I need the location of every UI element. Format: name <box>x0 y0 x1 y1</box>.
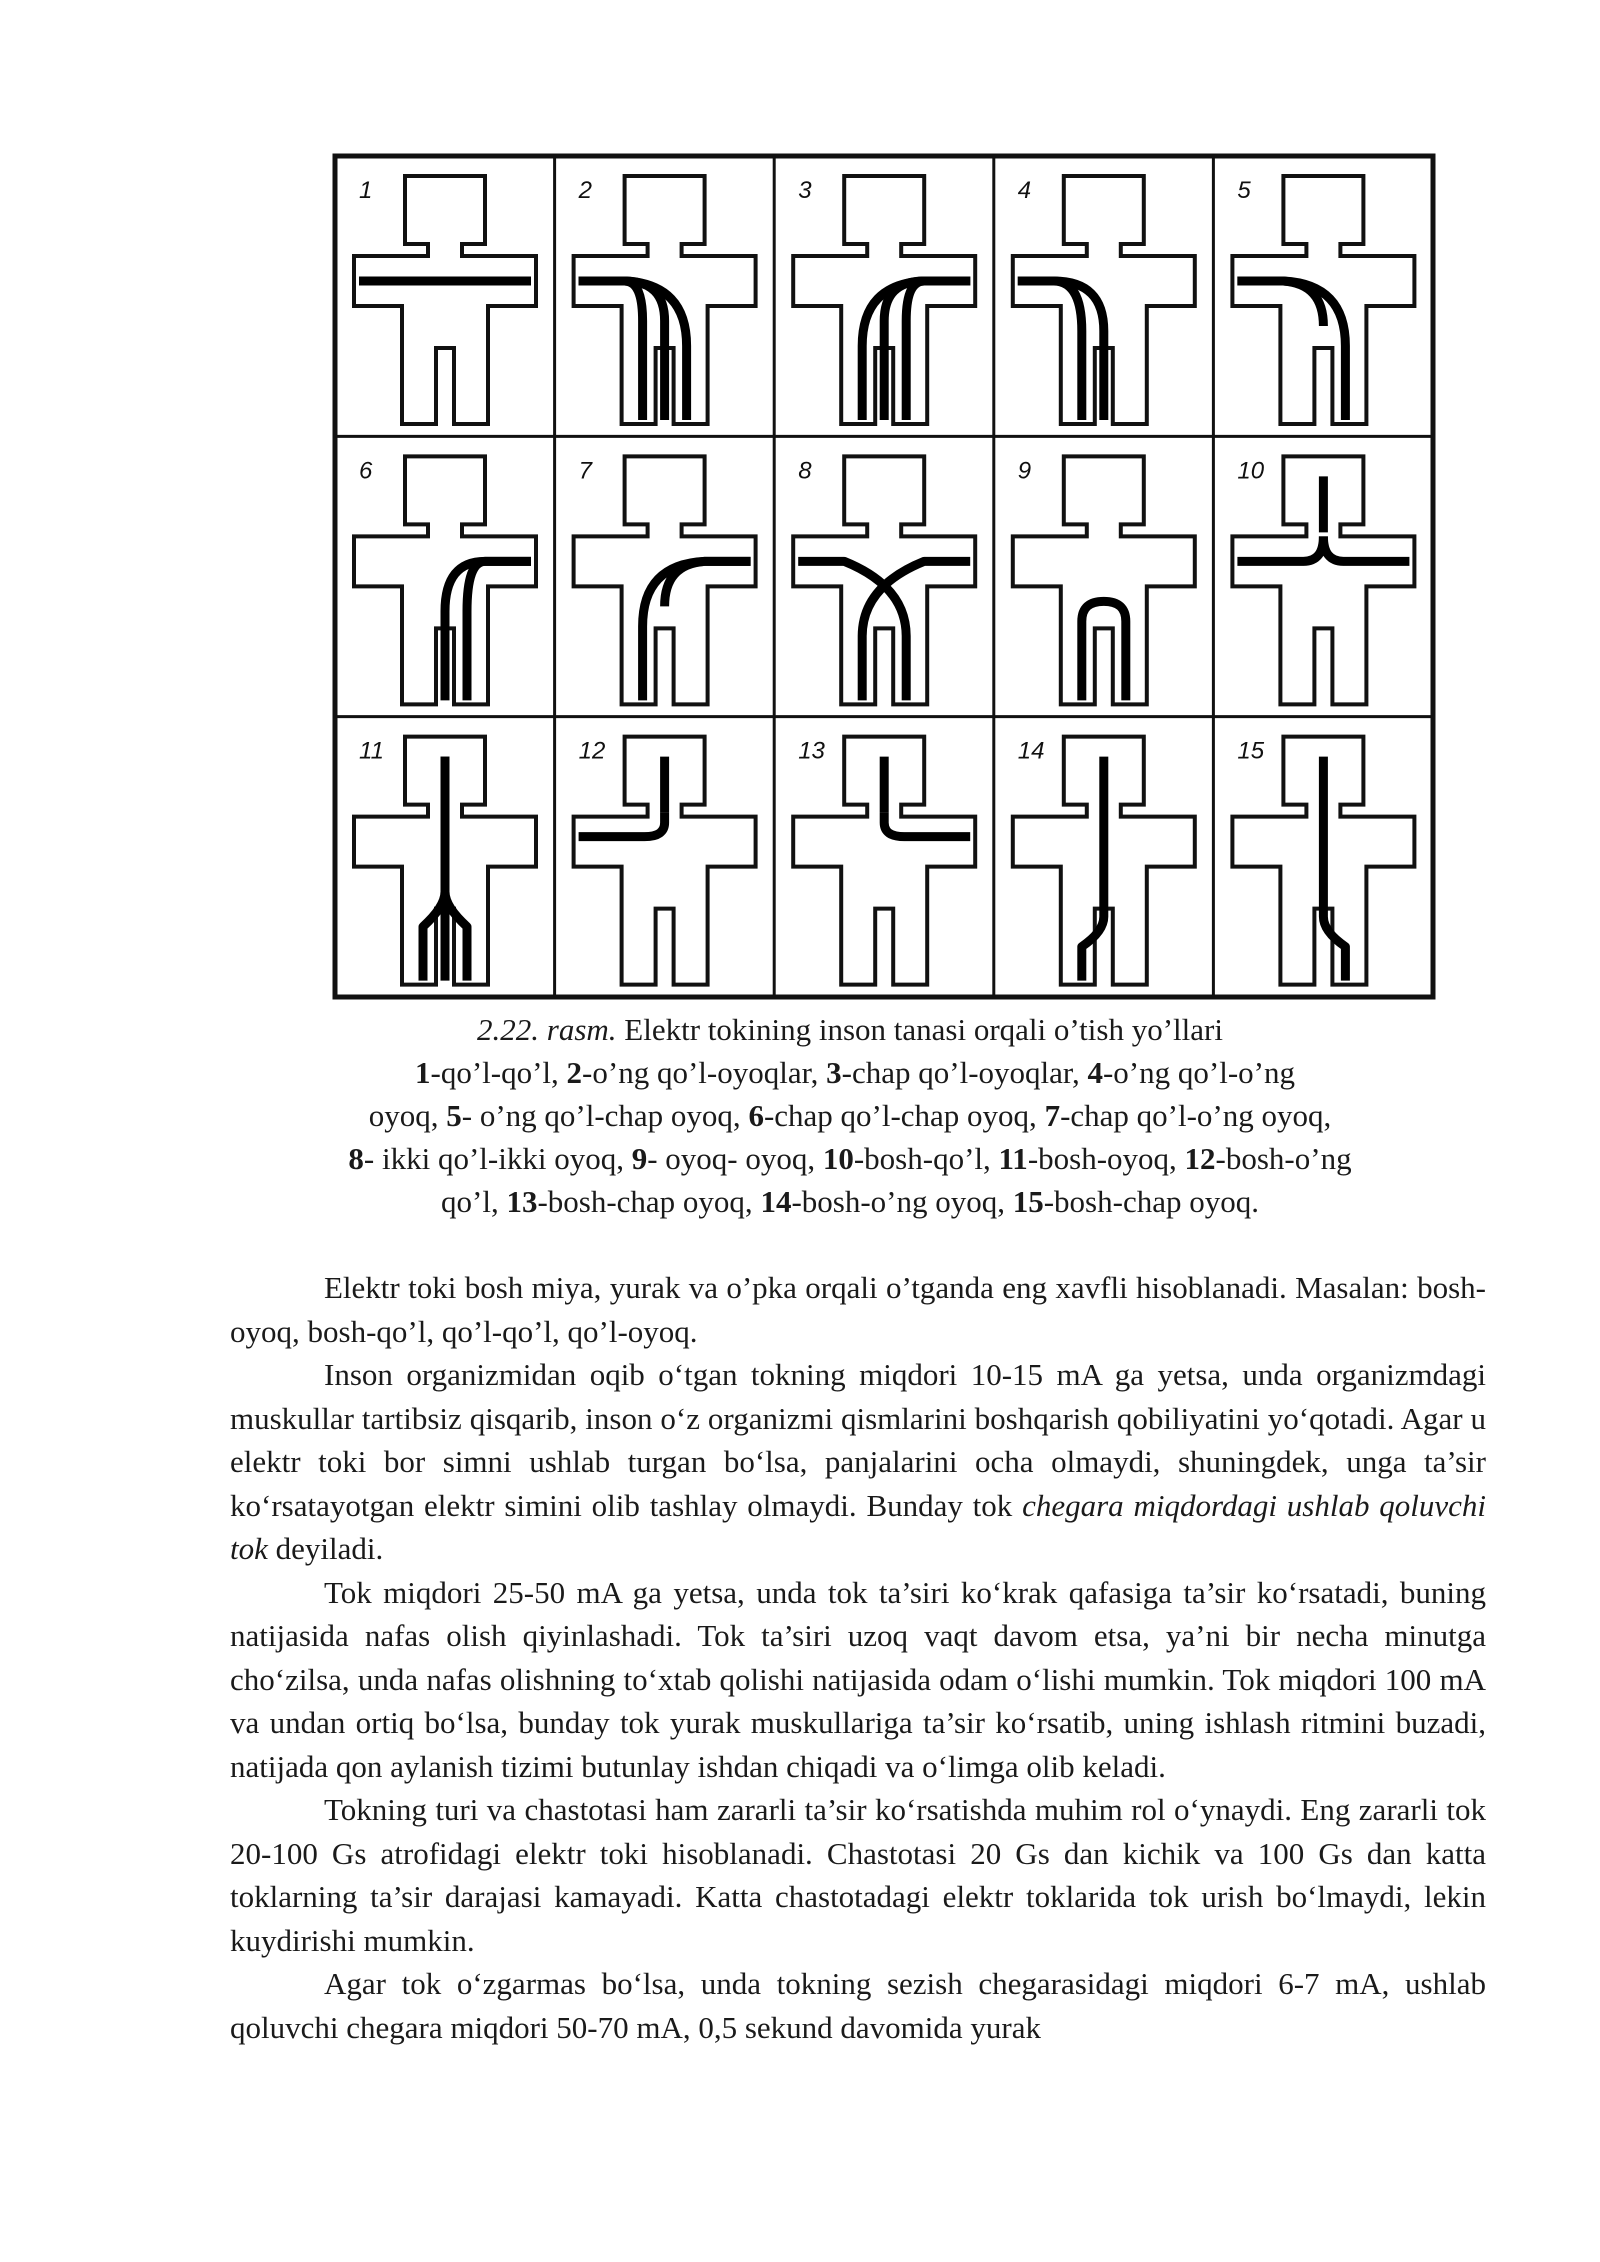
caption-item-text: -bosh-chap oyoq. <box>1043 1184 1259 1219</box>
current-path <box>1237 281 1345 420</box>
panel-number: 9 <box>1017 457 1032 485</box>
body-outline <box>574 456 756 704</box>
paragraph-2 <box>230 1353 1486 1571</box>
figure-panel-1 <box>354 176 536 424</box>
figure-caption <box>225 1008 1475 1223</box>
caption-item-number: 7 <box>1044 1098 1061 1133</box>
caption-items-line-2 <box>225 1094 1475 1137</box>
current-path <box>643 561 751 700</box>
paragraph-1: Elektr toki bosh miya, yurak va o’pka orqali o’tganda eng xavfli hisoblanadi. Masalan: bosh-oyoq, bosh-qo’l, qo’l-qo’l, qo’l-oyoq. <box>230 1270 1486 1349</box>
figure-panel-9 <box>1013 456 1195 704</box>
caption-item-number: 6 <box>748 1098 764 1133</box>
caption-item-number: 11 <box>998 1141 1028 1176</box>
figure-panel-12 <box>574 737 756 985</box>
panel-number: 10 <box>1237 457 1265 485</box>
panel-number: 3 <box>798 177 812 204</box>
paragraph-2-term: chegara miqdordagi ushlab qoluvchi tok <box>230 1487 1487 1566</box>
current-path <box>1082 601 1126 700</box>
caption-item-prefix: oyoq, <box>368 1098 447 1133</box>
figure-panel-2 <box>574 176 756 424</box>
panel-number: 7 <box>578 457 592 485</box>
caption-item-text: -chap qo’l-oyoqlar, <box>841 1055 1088 1090</box>
caption-items-line-4 <box>225 1180 1475 1223</box>
panel-number: 8 <box>798 457 812 485</box>
caption-item-number: 5 <box>446 1098 462 1133</box>
paragraph-2-text-a: Inson organizmidan oqib o‘tgan tokning miqdori 10-15 mA ga yetsa, unda organizmdagi muskullar tartibsiz qisqarib, inson o‘z organizmi qismlarini boshqarish qobiliyatini yo‘qotadi. Agar u elektr toki bor simni ushlab turgan bo‘lsa, panjalarini ocha olmaydi, shuningdek, unga ta’sir ko‘rsatayotgan elektr simini olib tashlay olmaydi. Bunday tok <box>230 1357 1486 1523</box>
caption-item-number: 8 <box>348 1141 364 1176</box>
figure-panel-15 <box>1232 737 1414 985</box>
caption-item-number: 15 <box>1012 1184 1044 1219</box>
caption-label: 2.22. rasm. <box>477 1012 617 1047</box>
paragraph-2-text-b: deyiladi. <box>267 1531 384 1566</box>
current-path <box>1323 536 1409 561</box>
current-paths-figure <box>332 153 1436 1000</box>
figure-panel-3 <box>793 176 975 424</box>
caption-item-text: - o’ng qo’l-chap oyoq, <box>461 1098 749 1133</box>
caption-items-line-3 <box>225 1137 1475 1180</box>
caption-item-number: 13 <box>506 1184 538 1219</box>
caption-item-text: -qo’l-qo’l, <box>430 1055 567 1090</box>
current-path <box>906 281 970 420</box>
panel-number: 13 <box>798 737 825 765</box>
current-path <box>467 561 531 700</box>
caption-item-number: 14 <box>760 1184 792 1219</box>
caption-item-text: -chap qo’l-chap oyoq, <box>763 1098 1045 1133</box>
current-path <box>1237 536 1323 561</box>
figure-panel-10 <box>1232 456 1414 704</box>
figure-panel-11 <box>354 737 536 985</box>
paragraph-3: Tok miqdori 25-50 mA ga yetsa, unda tok ta’siri ko‘krak qafasiga ta’sir ko‘rsatadi, buning natijasida nafas olish qiyinlashadi. Tok ta’siri uzoq vaqt davom etsa, ya’ni bir necha minutga cho‘zilsa, unda nafas olishning to‘xtab qolishi natijasida odam o‘lishi mumkin. Tok miqdori 100 mA va undan ortiq bo‘lsa, bunday tok yurak muskullariga ta’sir ko‘rsatib, uning ishlash ritmini buzadi, natijada qon aylanish tizimi butunlay ishdan chiqadi va o‘limga olib keladi. <box>230 1574 1486 1784</box>
figure-panel-6 <box>354 456 536 704</box>
caption-item-number: 4 <box>1087 1055 1103 1090</box>
caption-item-number: 3 <box>826 1055 842 1090</box>
caption-item-text: -o’ng qo’l-oyoqlar, <box>582 1055 827 1090</box>
body-outline <box>1232 176 1414 424</box>
body-outline <box>1013 456 1195 704</box>
panel-number: 11 <box>359 737 384 765</box>
caption-item-number: 12 <box>1184 1141 1216 1176</box>
panel-number: 1 <box>359 177 373 204</box>
figure-panel-4 <box>1013 176 1195 424</box>
caption-title: Elektr tokining inson tanasi orqali o’tish yo’llari <box>616 1012 1223 1047</box>
caption-item-number: 2 <box>566 1055 583 1090</box>
caption-item-text: - oyoq- oyoq, <box>647 1141 823 1176</box>
current-path <box>1018 281 1082 420</box>
caption-item-text: -bosh-chap oyoq, <box>537 1184 761 1219</box>
panel-number: 14 <box>1017 737 1045 765</box>
panel-number: 4 <box>1017 177 1032 204</box>
current-path <box>579 281 687 420</box>
panel-number: 6 <box>359 457 373 485</box>
caption-item-text: -bosh-o’ng <box>1215 1141 1352 1176</box>
panel-number: 12 <box>578 737 606 765</box>
caption-item-text: -chap qo’l-o’ng oyoq, <box>1060 1098 1332 1133</box>
current-path <box>862 281 970 420</box>
caption-item-text: - ikki qo’l-ikki oyoq, <box>363 1141 632 1176</box>
current-path <box>579 281 643 420</box>
caption-items-line-1 <box>225 1051 1475 1094</box>
body-text <box>230 1266 1486 2049</box>
panel-number: 5 <box>1237 177 1251 204</box>
caption-item-number: 10 <box>822 1141 854 1176</box>
caption-item-text: -bosh-o’ng oyoq, <box>791 1184 1013 1219</box>
caption-item-number: 9 <box>631 1141 648 1176</box>
caption-item-prefix: qo’l, <box>441 1184 507 1219</box>
caption-title-line <box>225 1008 1475 1051</box>
panel-number: 2 <box>578 177 592 204</box>
figure-panel-13 <box>793 737 975 985</box>
panel-number: 15 <box>1237 737 1265 765</box>
paragraph-4: Tokning turi va chastotasi ham zararli ta’sir ko‘rsatishda muhim rol o‘ynaydi. Eng zararli tok 20-100 Gs atrofidagi elektr toki hisoblanadi. Chastotasi 20 Gs dan kichik va 100 Gs dan katta toklarning ta’sir darajasi kamayadi. Katta chastotadagi elektr toklarida tok urish bo‘lmaydi, lekin kuydirishi mumkin. <box>230 1792 1486 1958</box>
figure-panel-8 <box>793 456 975 704</box>
body-outline <box>354 176 536 424</box>
figure-panel-5 <box>1232 176 1414 424</box>
caption-item-number: 1 <box>415 1055 431 1090</box>
figure-panel-14 <box>1013 737 1195 985</box>
caption-item-text: -o’ng qo’l-o’ng <box>1102 1055 1295 1090</box>
caption-item-text: -bosh-oyoq, <box>1027 1141 1185 1176</box>
figure-panel-7 <box>574 456 756 704</box>
caption-item-text: -bosh-qo’l, <box>853 1141 999 1176</box>
paragraph-5: Agar tok o‘zgarmas bo‘lsa, unda tokning sezish chegarasidagi miqdori 6-7 mA, ushlab qoluvchi chegara miqdori 50-70 mA, 0,5 sekund davomida yurak <box>230 1966 1486 2045</box>
